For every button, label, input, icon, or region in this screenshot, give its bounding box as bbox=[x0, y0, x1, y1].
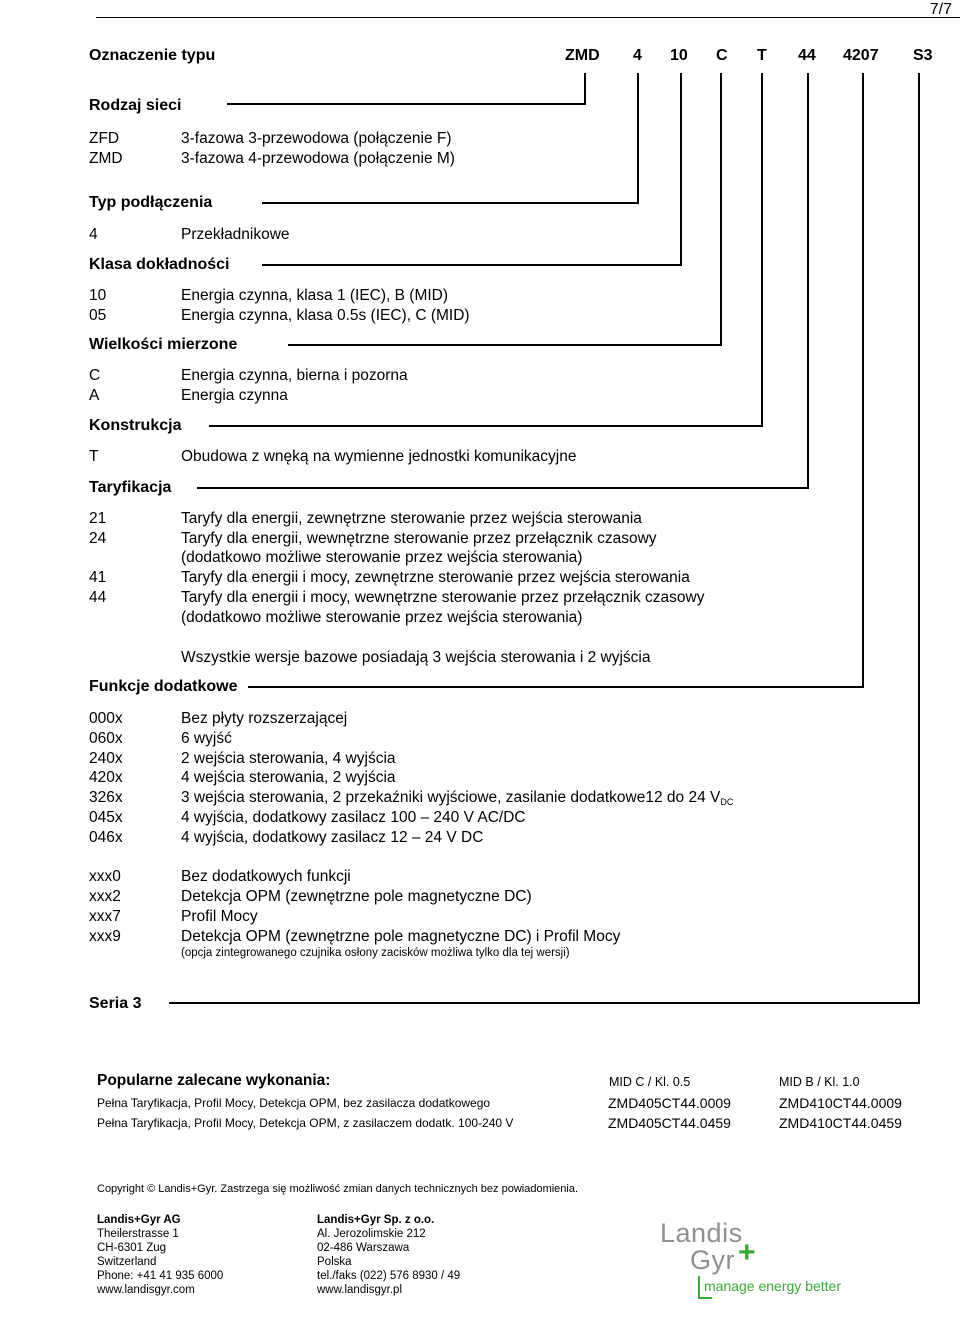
logo-line1: Landis bbox=[660, 1218, 743, 1248]
popular-row-value: ZMD405CT44.0009 bbox=[608, 1095, 731, 1111]
section-extras-label: Funkcje dodatkowe bbox=[89, 678, 238, 695]
code-extras: 4207 bbox=[843, 47, 879, 64]
popular-col2-header: MID B / Kl. 1.0 bbox=[779, 1075, 860, 1089]
logo-green-bar bbox=[698, 1276, 700, 1298]
section-series-label: Seria 3 bbox=[89, 995, 142, 1012]
extras-note: (opcja zintegrowanego czujnika osłony zacisków możliwa tylko dla tej wersji) bbox=[181, 947, 570, 959]
popular-row-value: ZMD405CT44.0459 bbox=[608, 1115, 731, 1131]
logo-divider-decor bbox=[698, 1245, 699, 1246]
website-link[interactable]: www.landisgyr.pl bbox=[317, 1284, 403, 1296]
address-landisgyr-pl: Landis+Gyr Sp. z o.o. Al. Jerozolimskie 212 02-486 Warszawa Polska tel./faks (022) 576 8930 / 49 www.landisgyr.pl bbox=[317, 1214, 461, 1296]
address-landisgyr-ag: Landis+Gyr AG Theilerstrasse 1 CH-6301 Zug Switzerland Phone: +41 41 935 6000 www.landisgyr.com bbox=[97, 1214, 224, 1296]
popular-row-desc: Pełna Taryfikacja, Profil Mocy, Detekcja OPM, bez zasilacza dodatkowego bbox=[97, 1096, 491, 1110]
code-measured: C bbox=[716, 47, 728, 64]
popular-col1-header: MID C / Kl. 0.5 bbox=[609, 1075, 691, 1089]
copyright-notice: Copyright © Landis+Gyr. Zastrzega się możliwość zmian danych technicznych bez powiadomienia. bbox=[97, 1183, 579, 1195]
popular-row-value: ZMD410CT44.0009 bbox=[779, 1095, 902, 1111]
website-link[interactable]: www.landisgyr.com bbox=[97, 1284, 195, 1296]
code-connection: 4 bbox=[633, 47, 642, 64]
popular-row-value: ZMD410CT44.0459 bbox=[779, 1115, 902, 1131]
page-number: 7/7 bbox=[929, 1, 952, 18]
code-series: S3 bbox=[913, 47, 933, 64]
logo-tagline: manage energy better bbox=[704, 1278, 841, 1294]
code-network: ZMD bbox=[565, 47, 600, 64]
landisgyr-logo bbox=[660, 1218, 860, 1318]
section-tariff-label: Taryfikacja bbox=[89, 479, 172, 496]
logo-plus: + bbox=[738, 1236, 756, 1269]
popular-title: Popularne zalecane wykonania: bbox=[97, 1072, 331, 1089]
section-measured-label: Wielkości mierzone bbox=[89, 336, 238, 353]
tariff-note: Wszystkie wersje bazowe posiadają 3 wejścia sterowania i 2 wyjścia bbox=[181, 649, 651, 666]
section-accuracy-label: Klasa dokładności bbox=[89, 256, 230, 273]
logo-green-foot bbox=[698, 1297, 712, 1299]
section-connection-label: Typ podłączenia bbox=[89, 194, 213, 211]
logo-line2: Gyr bbox=[690, 1245, 735, 1275]
code-tariff: 44 bbox=[798, 47, 816, 64]
section-network-label: Rodzaj sieci bbox=[89, 97, 182, 114]
code-accuracy: 10 bbox=[670, 47, 688, 64]
code-construction: T bbox=[757, 47, 767, 64]
type-designation-title: Oznaczenie typu bbox=[89, 47, 216, 64]
popular-row-desc: Pełna Taryfikacja, Profil Mocy, Detekcja OPM, z zasilaczem dodatk. 100-240 V bbox=[97, 1116, 514, 1130]
section-construction-label: Konstrukcja bbox=[89, 417, 182, 434]
